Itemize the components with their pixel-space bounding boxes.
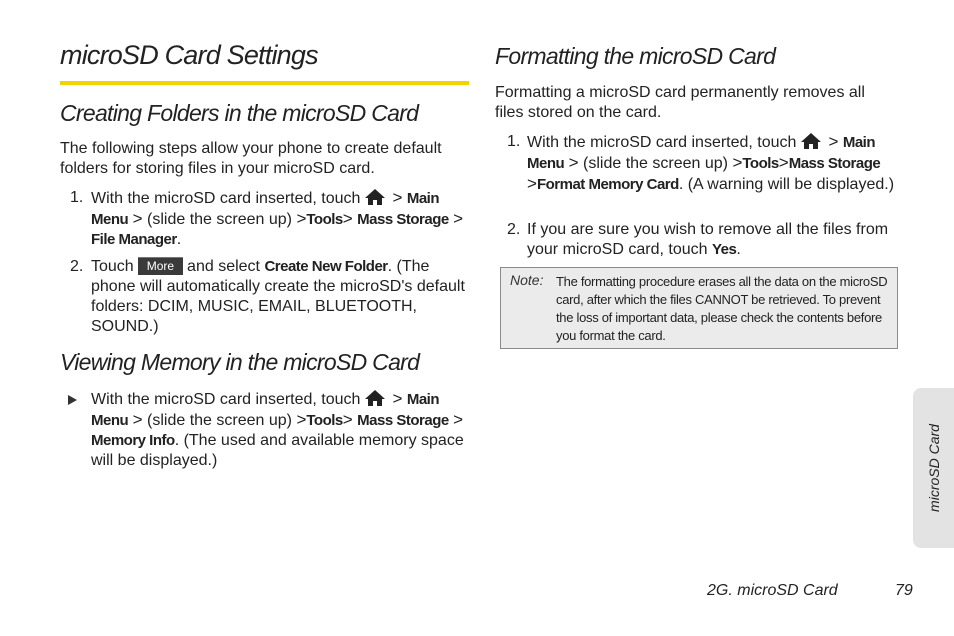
cmd-tools: Tools — [306, 412, 343, 429]
gt-symbol: > — [568, 153, 579, 172]
step-text: With the microSD card inserted, touch — [91, 391, 361, 408]
step-number: 1. — [70, 189, 84, 206]
formatting-intro: Formatting a microSD card permanently removes all files stored on the card. — [495, 84, 865, 121]
cmd-mass-storage: Mass Storage — [357, 412, 449, 429]
step-number: 1. — [507, 133, 521, 150]
gt-symbol: > — [392, 188, 403, 207]
gt-symbol: > — [296, 209, 307, 228]
step-text: . — [176, 231, 182, 248]
page-title: microSD Card Settings — [60, 40, 318, 70]
step-text: and select — [187, 258, 260, 275]
gt-symbol: > — [527, 174, 537, 193]
cmd-memory-info: Memory Info — [91, 432, 175, 449]
home-icon — [800, 132, 822, 150]
gt-symbol: > — [296, 410, 307, 429]
step-text: (slide the screen up) — [583, 155, 728, 172]
gt-symbol: > — [342, 209, 353, 228]
heading-creating-folders: Creating Folders in the microSD Card — [60, 100, 419, 126]
cmd-create-new-folder: Create New Folder — [264, 258, 388, 275]
gt-symbol: > — [453, 209, 464, 228]
cmd-mass-storage: Mass Storage — [788, 155, 881, 172]
step-text: . (A warning will be displayed.) — [678, 176, 895, 193]
step-text: (slide the screen up) — [147, 211, 292, 228]
note-text: The formatting procedure erases all the data on the microSD card, after which the files CANNOT be retrieved. To prevent the loss of important data, please check the contents before you format the card. — [556, 274, 888, 343]
cmd-tools: Tools — [306, 211, 343, 228]
step-number: 2. — [70, 258, 84, 275]
cmd-yes: Yes — [711, 241, 737, 258]
gt-symbol: > — [778, 153, 789, 172]
step-text: Touch — [91, 258, 134, 275]
gt-symbol: > — [828, 132, 839, 151]
title-rule — [60, 81, 469, 85]
cmd-mass-storage: Mass Storage — [357, 211, 449, 228]
step-number: 2. — [507, 221, 521, 238]
step-text: With the microSD card inserted, touch — [527, 134, 797, 151]
creating-intro: The following steps allow your phone to create default folders for storing files in your microSD card. — [60, 140, 442, 177]
cmd-main-menu: Main Menu — [527, 134, 875, 172]
step-text: . — [736, 241, 741, 258]
step-text: (slide the screen up) — [147, 412, 292, 429]
side-tab — [913, 388, 954, 548]
heading-formatting: Formatting the microSD Card — [495, 43, 776, 69]
heading-viewing-memory: Viewing Memory in the microSD Card — [60, 349, 420, 375]
step-text: With the microSD card inserted, touch — [91, 190, 361, 207]
note-label: Note: — [510, 272, 544, 288]
cmd-file-manager: File Manager — [91, 231, 177, 248]
cmd-main-menu: Main Menu — [91, 190, 439, 228]
side-tab-label: microSD Card — [925, 424, 942, 512]
home-icon — [364, 188, 386, 206]
gt-symbol: > — [342, 410, 353, 429]
gt-symbol: > — [132, 209, 143, 228]
step-text: If you are sure you wish to remove all the files from your microSD card, touch — [527, 221, 889, 258]
gt-symbol: > — [132, 410, 143, 429]
more-button[interactable]: More — [138, 257, 183, 275]
home-icon — [364, 389, 386, 407]
note-box — [500, 267, 898, 349]
step-text: . (The used and available memory space will be displayed.) — [91, 432, 464, 469]
step-text: . (The phone will automatically create the microSD's default folders: DCIM, MUSIC, EMAIL, BLUETOOTH, SOUND.) — [91, 258, 465, 335]
gt-symbol: > — [453, 410, 464, 429]
page-number: 79 — [895, 582, 913, 599]
footer-section: 2G. microSD Card — [707, 582, 838, 599]
gt-symbol: > — [392, 389, 403, 408]
bullet-arrow-icon — [68, 395, 77, 405]
cmd-format-memory-card: Format Memory Card — [536, 176, 679, 193]
cmd-tools: Tools — [742, 155, 779, 172]
cmd-main-menu: Main Menu — [91, 391, 439, 429]
gt-symbol: > — [732, 153, 743, 172]
